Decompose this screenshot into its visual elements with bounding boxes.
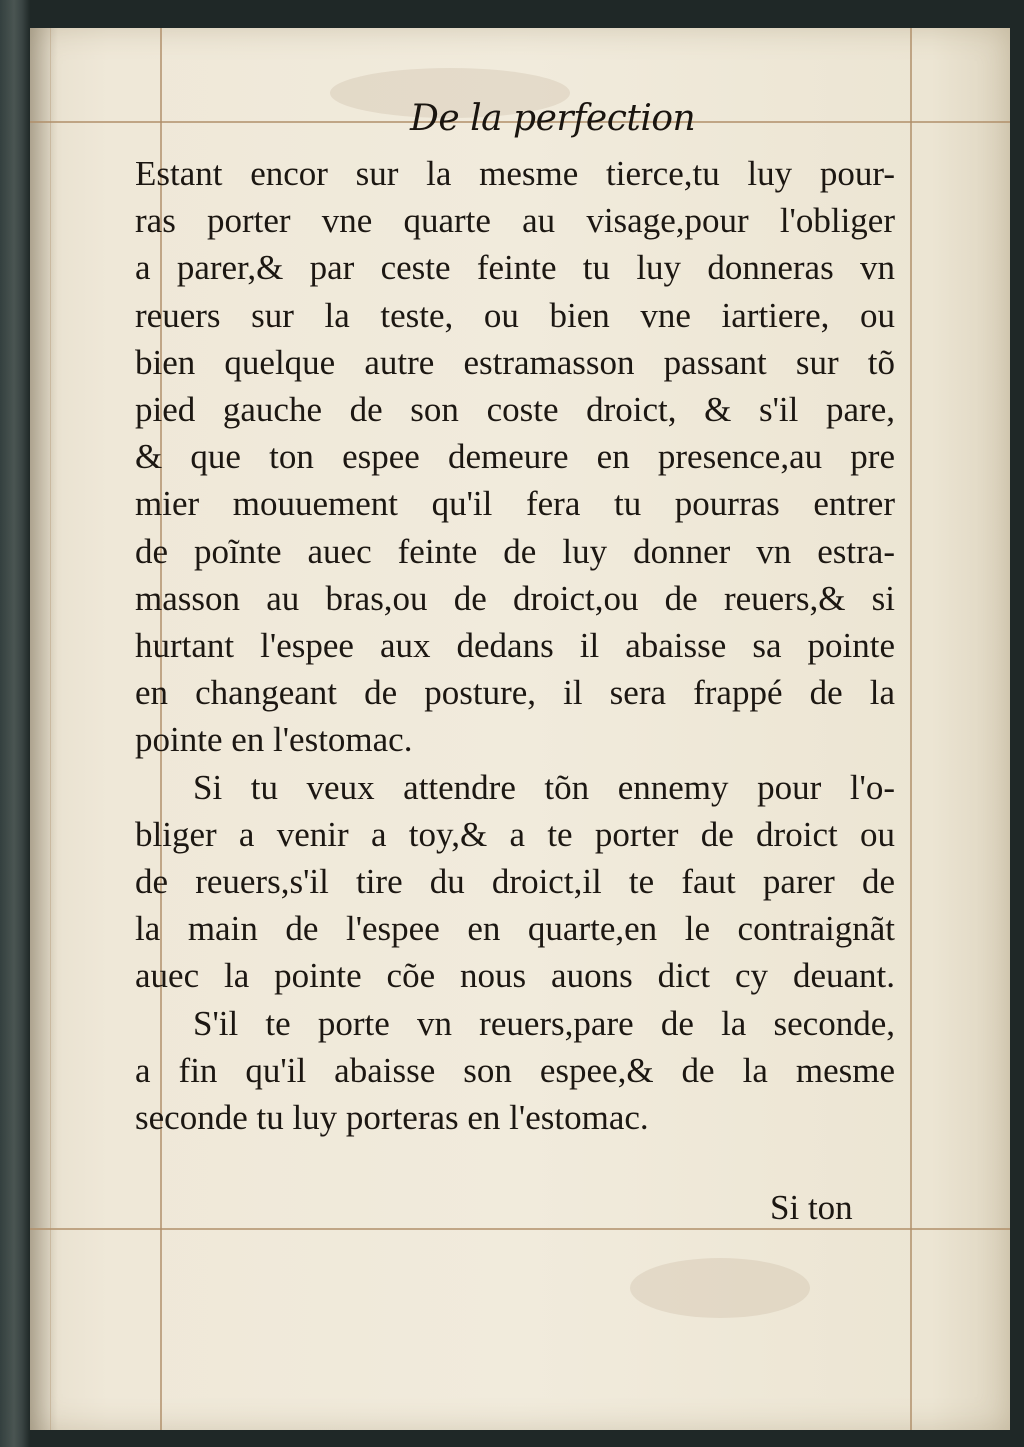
- text-line: auec la pointe cõe nous auons dict cy deuant.: [135, 956, 895, 996]
- text-line: reuers sur la teste, ou bien vne iartiere, ou: [135, 295, 895, 335]
- margin-rule-outer-left: [50, 28, 51, 1430]
- body-text: [135, 150, 895, 1141]
- text-line: Si tu veux attendre tõn ennemy pour l'o-: [193, 767, 895, 807]
- text-line: la main de l'espee en quarte,en le contraignãt: [135, 909, 895, 949]
- text-line: a parer,& par ceste feinte tu luy donneras vn: [135, 248, 895, 288]
- paper-stain: [630, 1258, 810, 1318]
- text-line: de reuers,s'il tire du droict,il te faut parer de: [135, 862, 895, 902]
- text-line: mier mouuement qu'il fera tu pourras entrer: [135, 484, 895, 524]
- text-line: hurtant l'espee aux dedans il abaisse sa pointe: [135, 626, 895, 666]
- text-line: S'il te porte vn reuers,pare de la seconde,: [193, 1003, 895, 1043]
- text-line: en changeant de posture, il sera frappé de la: [135, 673, 895, 713]
- text-line: ras porter vne quarte au visage,pour l'obliger: [135, 201, 895, 241]
- text-line: pied gauche de son coste droict, & s'il pare,: [135, 390, 895, 430]
- text-line: a fin qu'il abaisse son espee,& de la mesme: [135, 1050, 895, 1090]
- running-head: De la perfection: [410, 98, 696, 139]
- text-line: pointe en l'estomac.: [135, 720, 413, 760]
- text-line: bliger a venir a toy,& a te porter de droict ou: [135, 814, 895, 854]
- text-line: & que ton espee demeure en presence,au pre: [135, 437, 895, 477]
- text-line: Estant encor sur la mesme tierce,tu luy pour-: [135, 154, 895, 193]
- margin-rule-bottom: [30, 1228, 1010, 1230]
- text-line: seconde tu luy porteras en l'estomac.: [135, 1098, 649, 1138]
- text-line: de poĩnte auec feinte de luy donner vn estra-: [135, 531, 895, 571]
- catchword: Si ton: [770, 1188, 853, 1227]
- margin-rule-right: [910, 28, 912, 1430]
- text-line: bien quelque autre estramasson passant sur tõ: [135, 342, 895, 382]
- spine-shadow: [30, 28, 58, 1430]
- text-line: masson au bras,ou de droict,ou de reuers,& si: [135, 578, 895, 618]
